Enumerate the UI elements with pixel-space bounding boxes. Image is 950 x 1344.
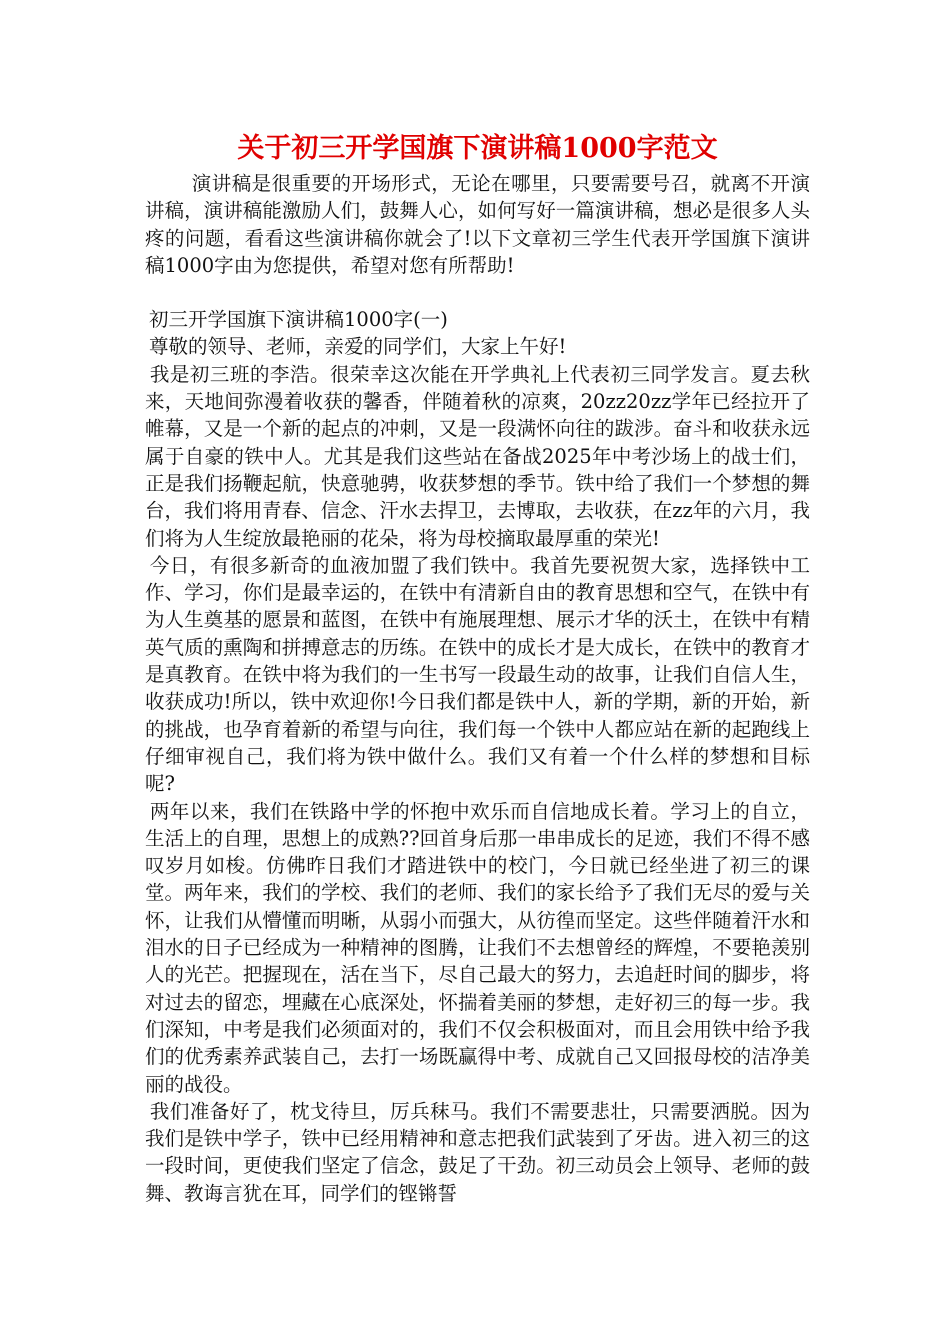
paragraph-gap (145, 279, 810, 306)
body-paragraph-3: 两年以来，我们在铁路中学的怀抱中欢乐而自信地成长着。学习上的自立，生活上的自理，思想上的成熟??回首身后那一串串成长的足迹，我们不得不感叹岁月如梭。仿佛昨日我们才踏进铁中的校门，今日就已经坐进了初三的课堂。两年来，我们的学校、我们的老师、我们的家长给予了我们无尽的爱与关怀，让我们从懵懂而明晰，从弱小而强大，从彷徨而坚定。这些伴随着汗水和泪水的日子已经成为一种精神的图腾，让我们不去想曾经的辉煌，不要艳羡别人的光芒。把握现在，活在当下，尽自己最大的努力，去追赶时间的脚步，将对过去的留恋，埋藏在心底深处，怀揣着美丽的梦想，走好初三的每一步。我们深知，中考是我们必须面对的，我们不仅会积极面对，而且会用铁中给予我们的优秀素养武装自己，去打一场既赢得中考、成就自己又回报母校的洁净美丽的战役。 (145, 799, 810, 1096)
body-paragraph-1: 我是初三班的李浩。很荣幸这次能在开学典礼上代表初三同学发言。夏去秋来，天地间弥漫着收获的馨香，伴随着秋的凉爽，20zz20zz学年已经拉开了帷幕，又是一个新的起点的冲刺，又是一段满怀向往的跋涉。奋斗和收获永远属于自豪的铁中人。尤其是我们这些站在备战2025年中考沙场上的战士们，正是我们扬鞭起航，快意驰骋，收获梦想的季节。铁中给了我们一个梦想的舞台，我们将用青春、信念、汗水去捍卫，去博取，去收获，在zz年的六月，我们将为人生绽放最艳丽的花朵，将为母校摘取最厚重的荣光! (145, 362, 810, 550)
body-paragraph-2: 今日，有很多新奇的血液加盟了我们铁中。我首先要祝贺大家，选择铁中工作、学习，你们是最幸运的，在铁中有清新自由的教育思想和空气，在铁中有为人生奠基的愿景和蓝图，在铁中有施展理想、展示才华的沃土，在铁中有精英气质的熏陶和拼搏意志的历练。在铁中的成长才是大成长，在铁中的教育才是真教育。在铁中将为我们的一生书写一段最生动的故事，让我们自信人生，收获成功!所以，铁中欢迎你!今日我们都是铁中人，新的学期，新的开始，新的挑战，也孕育着新的希望与向往，我们每一个铁中人都应站在新的起跑线上仔细审视自己，我们将为铁中做什么。我们又有着一个什么样的梦想和目标呢? (145, 553, 810, 796)
document-page (145, 128, 810, 1207)
document-title: 关于初三开学国旗下演讲稿1000字范文 (237, 133, 718, 164)
section-heading: 初三开学国旗下演讲稿1000字(一) (149, 308, 448, 332)
body-paragraph-4: 我们准备好了，枕戈待旦，厉兵秣马。我们不需要悲壮，只需要洒脱。因为我们是铁中学子，铁中已经用精神和意志把我们武装到了牙齿。进入初三的这一段时间，更使我们坚定了信念，鼓足了干劲。初三动员会上领导、老师的鼓舞、教诲言犹在耳，同学们的铿锵誓 (145, 1099, 810, 1205)
greeting-line: 尊敬的领导、老师，亲爱的同学们，大家上午好! (149, 335, 567, 359)
intro-paragraph: 演讲稿是很重要的开场形式，无论在哪里，只要需要号召，就离不开演讲稿，演讲稿能激励人们，鼓舞人心，如何写好一篇演讲稿，想必是很多人头疼的问题，看看这些演讲稿你就会了!以下文章初三学生代表开学国旗下演讲稿1000字由为您提供，希望对您有所帮助! (145, 172, 810, 277)
